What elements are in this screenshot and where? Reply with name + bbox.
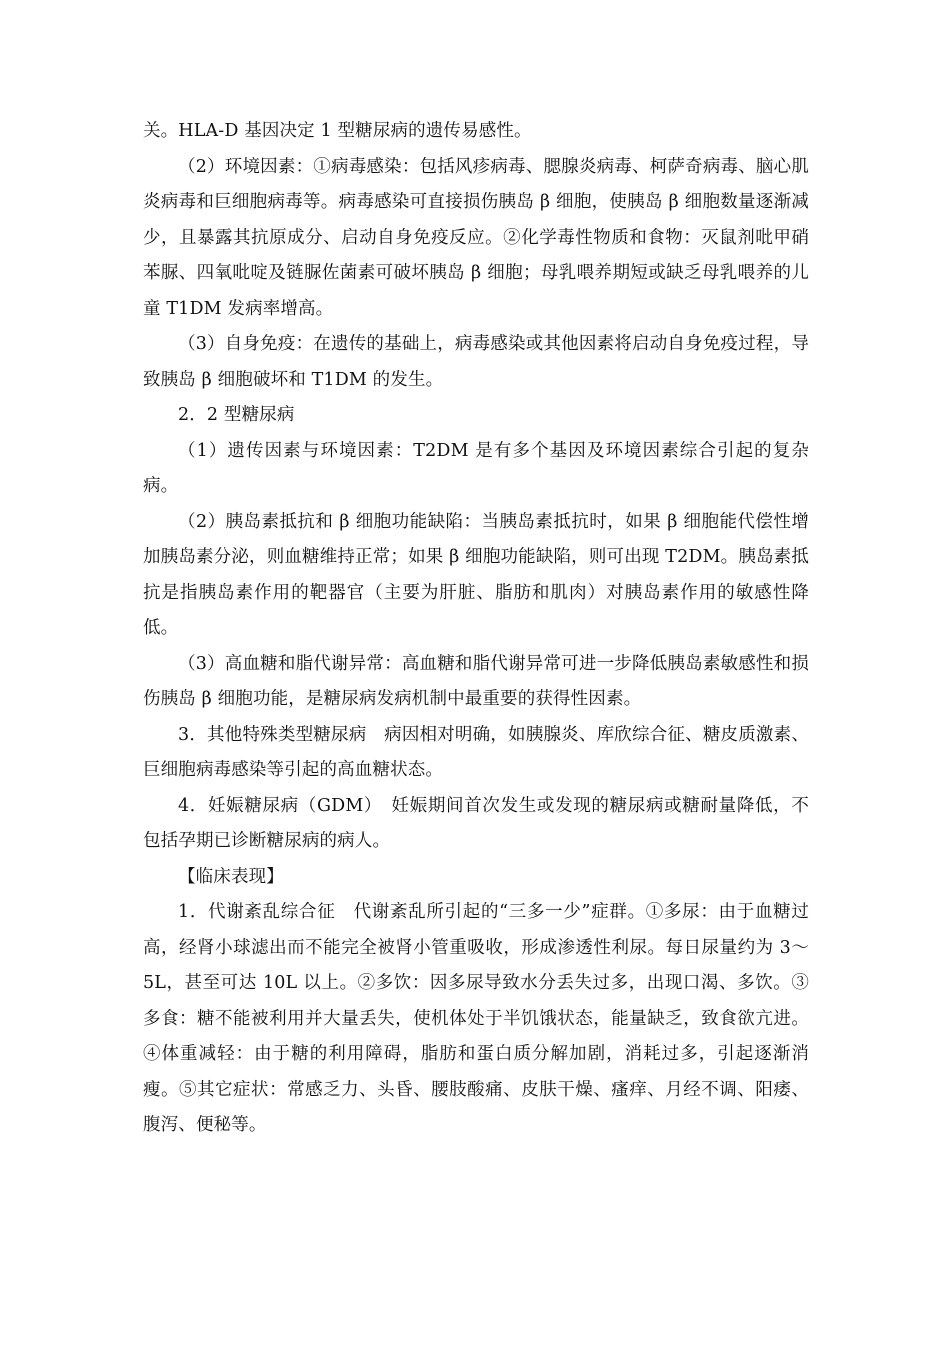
paragraph-hyperglycemia-lipid: （3）高血糖和脂代谢异常：高血糖和脂代谢异常可进一步降低胰岛素敏感性和损伤胰岛 β 细胞功能，是糖尿病发病机制中最重要的获得性因素。 [143, 653, 809, 709]
paragraph-other-special-types: 3．其他特殊类型糖尿病 病因相对明确，如胰腺炎、库欣综合征、糖皮质激素、巨细胞病毒感染等引起的高血糖状态。 [143, 724, 809, 780]
paragraph-environmental-factors: （2）环境因素：①病毒感染：包括风疹病毒、腮腺炎病毒、柯萨奇病毒、脑心肌炎病毒和巨细胞病毒等。病毒感染可直接损伤胰岛 β 细胞，使胰岛 β 细胞数量逐渐减少，且暴露其抗原成分、启动自身免疫反应。②化学毒性物质和食物：灭鼠剂吡甲硝苯脲、四氧吡啶及链脲佐菌素可破坏胰岛 β 细胞；母乳喂养期短或缺乏母乳喂养的儿童 T1DM 发病率增高。 [143, 156, 809, 319]
paragraph-gestational-diabetes: 4．妊娠糖尿病（GDM） 妊娠期间首次发生或发现的糖尿病或糖耐量降低，不包括孕期已诊断糖尿病的病人。 [143, 795, 809, 851]
paragraph-genetic-environmental: （1）遗传因素与环境因素：T2DM 是有多个基因及环境因素综合引起的复杂病。 [143, 440, 809, 496]
paragraph-hla-continuation: 关。HLA-D 基因决定 1 型糖尿病的遗传易感性。 [143, 121, 532, 141]
heading-type2-diabetes: 2．2 型糖尿病 [178, 405, 295, 425]
paragraph-insulin-resistance: （2）胰岛素抵抗和 β 细胞功能缺陷：当胰岛素抵抗时，如果 β 细胞能代偿性增加胰岛素分泌，则血糖维持正常；如果 β 细胞功能缺陷，则可出现 T2DM。胰岛素抵抗是指胰岛素作用的靶器官（主要为肝脏、脂肪和肌肉）对胰岛素作用的敏感性降低。 [143, 511, 809, 638]
body-text [143, 114, 809, 1144]
heading-clinical-manifestations: 【临床表现】 [178, 866, 284, 887]
paragraph-metabolic-disorder: 1．代谢紊乱综合征 代谢紊乱所引起的“三多一少”症群。①多尿：由于血糖过高，经肾小球滤出而不能完全被肾小管重吸收，形成渗透性利尿。每日尿量约为 3～5L，甚至可达 10L 以上。②多饮：因多尿导致水分丢失过多，出现口渴、多饮。③多食：糖不能被利用并大量丢失，使机体处于半饥饿状态，能量缺乏，致食欲亢进。④体重减轻：由于糖的利用障碍，脂肪和蛋白质分解加剧，消耗过多，引起逐渐消瘦。⑤其它症状：常感乏力、头昏、腰肢酸痛、皮肤干燥、瘙痒、月经不调、阳痿、腹泻、便秘等。 [143, 902, 809, 1135]
paragraph-autoimmunity: （3）自身免疫：在遗传的基础上，病毒感染或其他因素将启动自身免疫过程，导致胰岛 β 细胞破坏和 T1DM 的发生。 [143, 334, 809, 390]
